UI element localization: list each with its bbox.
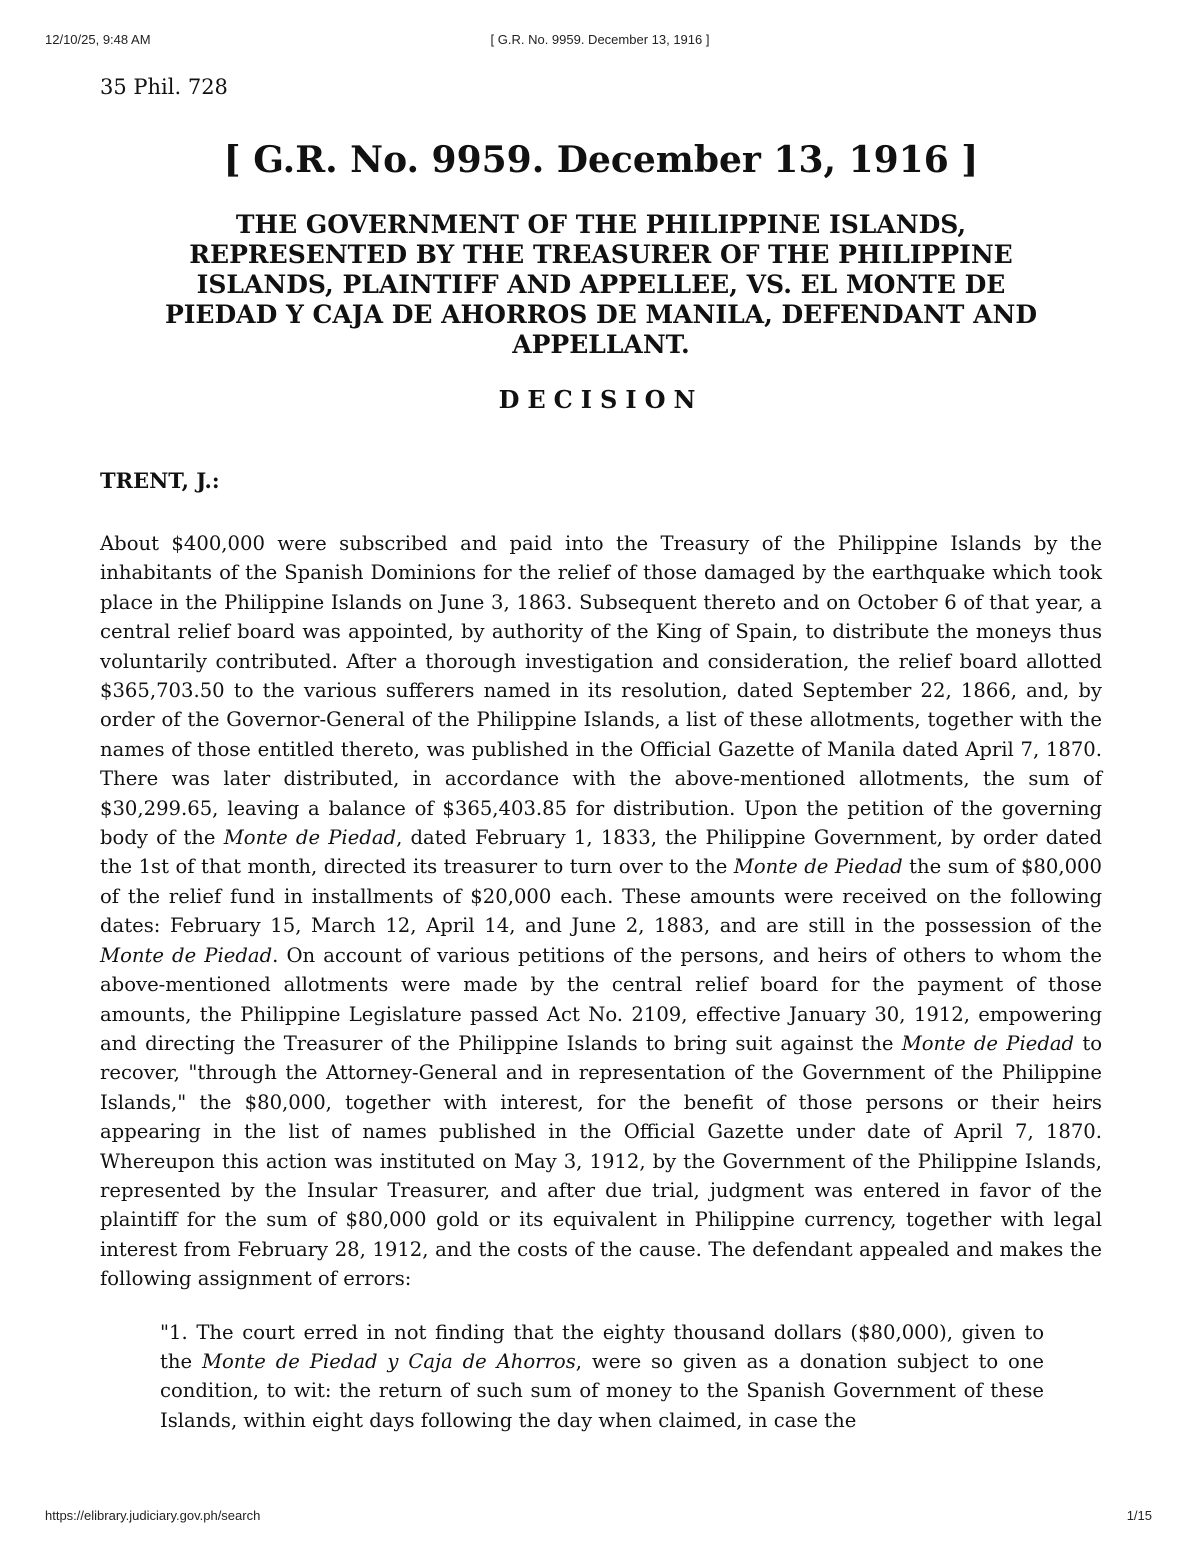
citation: 35 Phil. 728 xyxy=(100,75,228,99)
italic-name: Monte de Piedad xyxy=(733,855,903,879)
quote-text: , were so given as a donation subject to one condition, to wit: the return of such sum of money to the Spanish Government of these Islands, within eight days following the day when claimed, in case the xyxy=(160,1349,1044,1432)
italic-name: Monte de Piedad xyxy=(223,826,397,850)
italic-name: Monte de Piedad xyxy=(100,943,273,967)
paragraph-text: to recover, "through the Attorney-General and in representation of the Government of the Philippine Islands," the $80,000, together with interest, for the benefit of those persons or their heirs appearing in the list of names published in the Official Gazette under date of April 7, 1870. Whereupon this action was instituted on May 3, 1912, by the Government of the Philippine Islands, represented by the Insular Treasurer, and after due trial, judgment was entered in favor of the plaintiff for the sum of $80,000 gold or its equivalent in Philippine currency, together with legal interest from February 28, 1912, and the costs of the cause. The defendant appealed and makes the following assignment of errors: xyxy=(100,1031,1103,1291)
paragraph-text: . On account of various petitions of the persons, and heirs of others to whom the above-mentioned allotments were made by the central relief board for the payment of those amounts, the Philippine Legislature passed Act No. 2109, effective January 30, 1912, empowering and directing the Treasurer of the Philippine Islands to bring suit against the xyxy=(100,943,1102,1055)
assignment-of-errors-quote xyxy=(160,1318,1044,1436)
paragraph-text: , dated February 1, 1833, the Philippine Government, by order dated the 1st of that month, directed its treasurer to turn over to the xyxy=(100,826,1102,879)
quote-text: "1. The court erred in not finding that the eighty thousand dollars ($80,000), given to the xyxy=(160,1320,1044,1373)
document-body xyxy=(100,70,1102,1435)
case-title: [ G.R. No. 9959. December 13, 1916 ] xyxy=(223,139,979,181)
print-header-datetime: 12/10/25, 9:48 AM xyxy=(45,32,151,47)
paragraph-text: About $400,000 were subscribed and paid into the Treasury of the Philippine Islands by the inhabitants of the Spanish Dominions for the relief of those damaged by the earthquake which took place in the Philippine Islands on June 3, 1863. Subsequent thereto and on October 6 of that year, a central relief board was appointed, by authority of the King of Spain, to distribute the moneys thus voluntarily contributed. After a thorough investigation and consideration, the relief board allotted $365,703.50 to the various sufferers named in its resolution, dated September 22, 1866, and, by order of the Governor-General of the Philippine Islands, a list of these allotments, together with the names of those entitled thereto, was published in the Official Gazette of Manila dated April 7, 1870. There was later distributed, in accordance with the above-mentioned allotments, the sum of $30,299.65, leaving a balance of $365,403.85 for distribution. Upon the petition of the governing body of the xyxy=(100,532,1102,850)
opinion-paragraph xyxy=(100,529,1102,1294)
print-footer-page-number: 1/15 xyxy=(1126,1508,1152,1523)
case-parties: THE GOVERNMENT OF THE PHILIPPINE ISLANDS, REPRESENTED BY THE TREASURER OF THE PHILIPPINE ISLANDS, PLAINTIFF AND APPELLEE, VS. EL MONTE DE PIEDAD Y CAJA DE AHORROS DE MANILA, DEFENDANT AND APPELLANT. xyxy=(164,210,1038,359)
ponente: TRENT, J.: xyxy=(100,468,220,493)
print-footer-url: https://elibrary.judiciary.gov.ph/search xyxy=(45,1508,261,1523)
decision-heading: DECISION xyxy=(498,385,704,414)
print-header-title: [ G.R. No. 9959. December 13, 1916 ] xyxy=(490,32,710,47)
paragraph-text: the sum of $80,000 of the relief fund in installments of $20,000 each. These amounts were received on the following dates: February 15, March 12, April 14, and June 2, 1883, and are still in the possession of the xyxy=(100,855,1102,938)
italic-name: Monte de Piedad xyxy=(901,1031,1075,1055)
italic-name: Monte de Piedad y Caja de Ahorros xyxy=(201,1349,576,1373)
